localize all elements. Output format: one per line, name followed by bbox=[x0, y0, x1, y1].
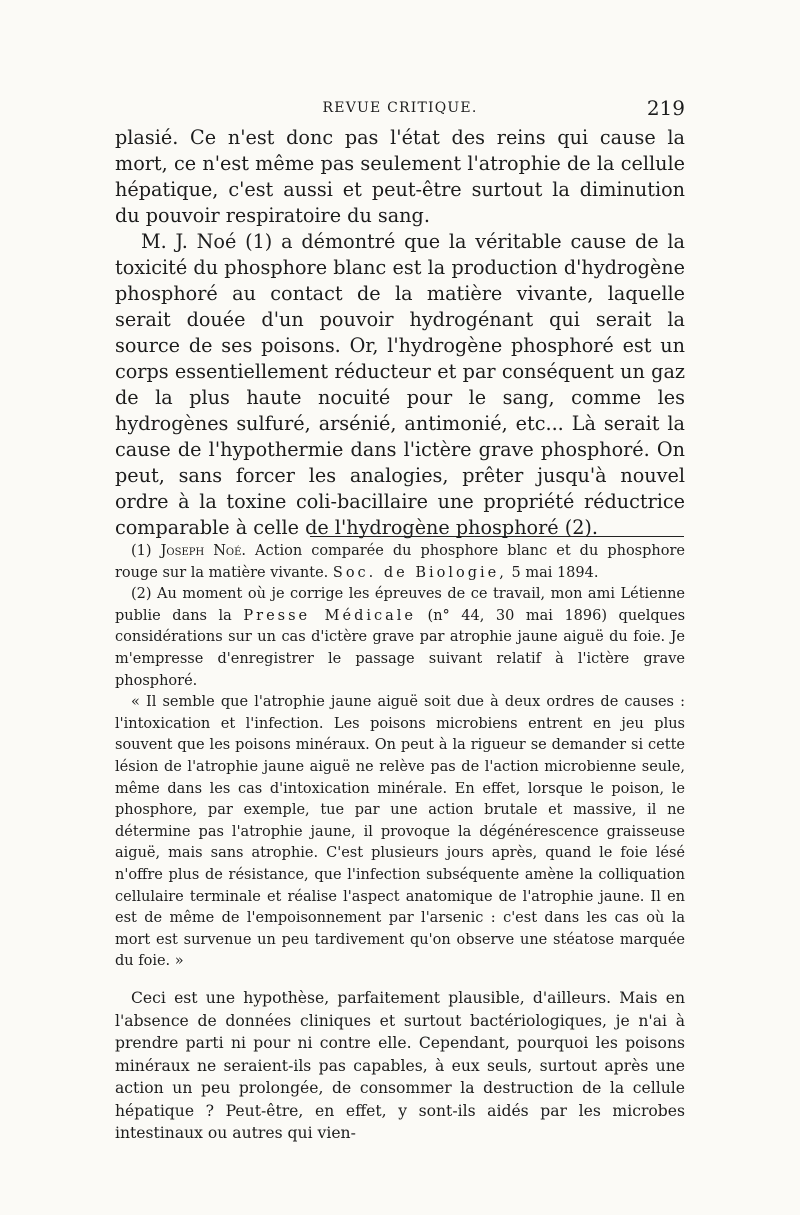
paragraph-noe: M. J. Noé (1) a démontré que la véritable cause de la toxicité du phosphore blanc est la production d'hydrogène phosphoré au contact de la matière vivante, laquelle serait douée d'un pouvoir hydrogénant qui serait la source de ses poisons. Or, l'hydrogène phosphoré est un corps essentiellement réducteur et par conséquent un gaz de la plus haute nocuité pour le sang, comme les hydrogènes sulfuré, arsénié, antimonié, etc... Là serait la cause de l'hypothermie dans l'ictère grave phosphoré. On peut, sans forcer les analogies, prêter jusqu'à nouvel ordre à la toxine coli-bacillaire une propriété réductrice comparable à celle de l'hydrogène phosphoré (2). bbox=[115, 230, 685, 539]
footnote-2-text-a: (2) Au moment où je corrige les épreuves de ce travail, mon ami Létienne publie dans la bbox=[115, 586, 685, 624]
page-number: 219 bbox=[646, 96, 685, 120]
footnote-1-journal: Soc. de Biologie, bbox=[332, 564, 507, 581]
footnote-1 bbox=[115, 541, 685, 584]
footnote-1-author: Joseph Noé. bbox=[160, 543, 247, 559]
footnote-rule bbox=[310, 536, 684, 537]
main-text bbox=[115, 125, 685, 541]
running-header bbox=[115, 96, 685, 122]
footnote-1-text-b: 5 mai 1894. bbox=[511, 564, 599, 581]
paragraph-hypothesis: Ceci est une hypothèse, parfaitement plausible, d'ailleurs. Mais en l'absence de données cliniques et surtout bactériologiques, je n'ai à prendre parti ni pour ni contre elle. Cependant, pourquoi les poisons minéraux ne seraient-ils pas capables, à eux seuls, surtout après une action un peu prolongée, de consommer la destruction de la cellule hépatique ? Peut-être, en effet, y sont-ils aidés par les microbes intestinaux ou autres qui vien- bbox=[115, 989, 685, 1142]
footnote-1-text-a: Action comparée du phosphore blanc et du phosphore rouge sur la matière vivante. bbox=[115, 543, 685, 581]
footnotes bbox=[115, 541, 685, 973]
paragraph-continuation: plasié. Ce n'est donc pas l'état des reins qui cause la mort, ce n'est même pas seulement l'atrophie de la cellule hépatique, c'est aussi et peut-être surtout la diminution du pouvoir respiratoire du sang. bbox=[115, 126, 685, 227]
footnote-2 bbox=[115, 584, 685, 692]
footnote-1-mark: (1) bbox=[131, 543, 152, 559]
footnote-continuation bbox=[115, 987, 685, 1145]
footnote-2-text-b: (n° 44, 30 mai 1896) quelques considérations sur un cas d'ictère grave par atrophie jaune aiguë du foie. Je m'empresse d'enregistrer le passage suivant relatif à l'ictère grave phosphoré. bbox=[115, 607, 686, 689]
running-title: REVUE CRITIQUE. bbox=[322, 100, 478, 116]
footnote-2-journal: Presse Médicale bbox=[243, 607, 416, 624]
footnote-2-quote: « Il semble que l'atrophie jaune aiguë soit due à deux ordres de causes : l'intoxication et l'infection. Les poisons microbiens entrent en jeu plus souvent que les poisons minéraux. On peut à la rigueur se demander si cette lésion de l'atrophie jaune aiguë ne relève pas de l'action microbienne seule, même dans les cas d'intoxication minérale. En effet, lorsque le poison, le phosphore, par exemple, tue par une action brutale et massive, il ne détermine pas l'atrophie jaune, il provoque la dégénérescence graisseuse aiguë, mais sans atrophie. C'est plusieurs jours après, quand le foie lésé n'offre plus de résistance, que l'infection subséquente amène la colliquation cellulaire terminale et réalise l'aspect anatomique de l'atrophie jaune. Il en est de même de l'empoisonnement par l'arsenic : c'est dans les cas où la mort est survenue un peu tardivement qu'on observe une stéatose marquée du foie. » bbox=[115, 694, 685, 970]
